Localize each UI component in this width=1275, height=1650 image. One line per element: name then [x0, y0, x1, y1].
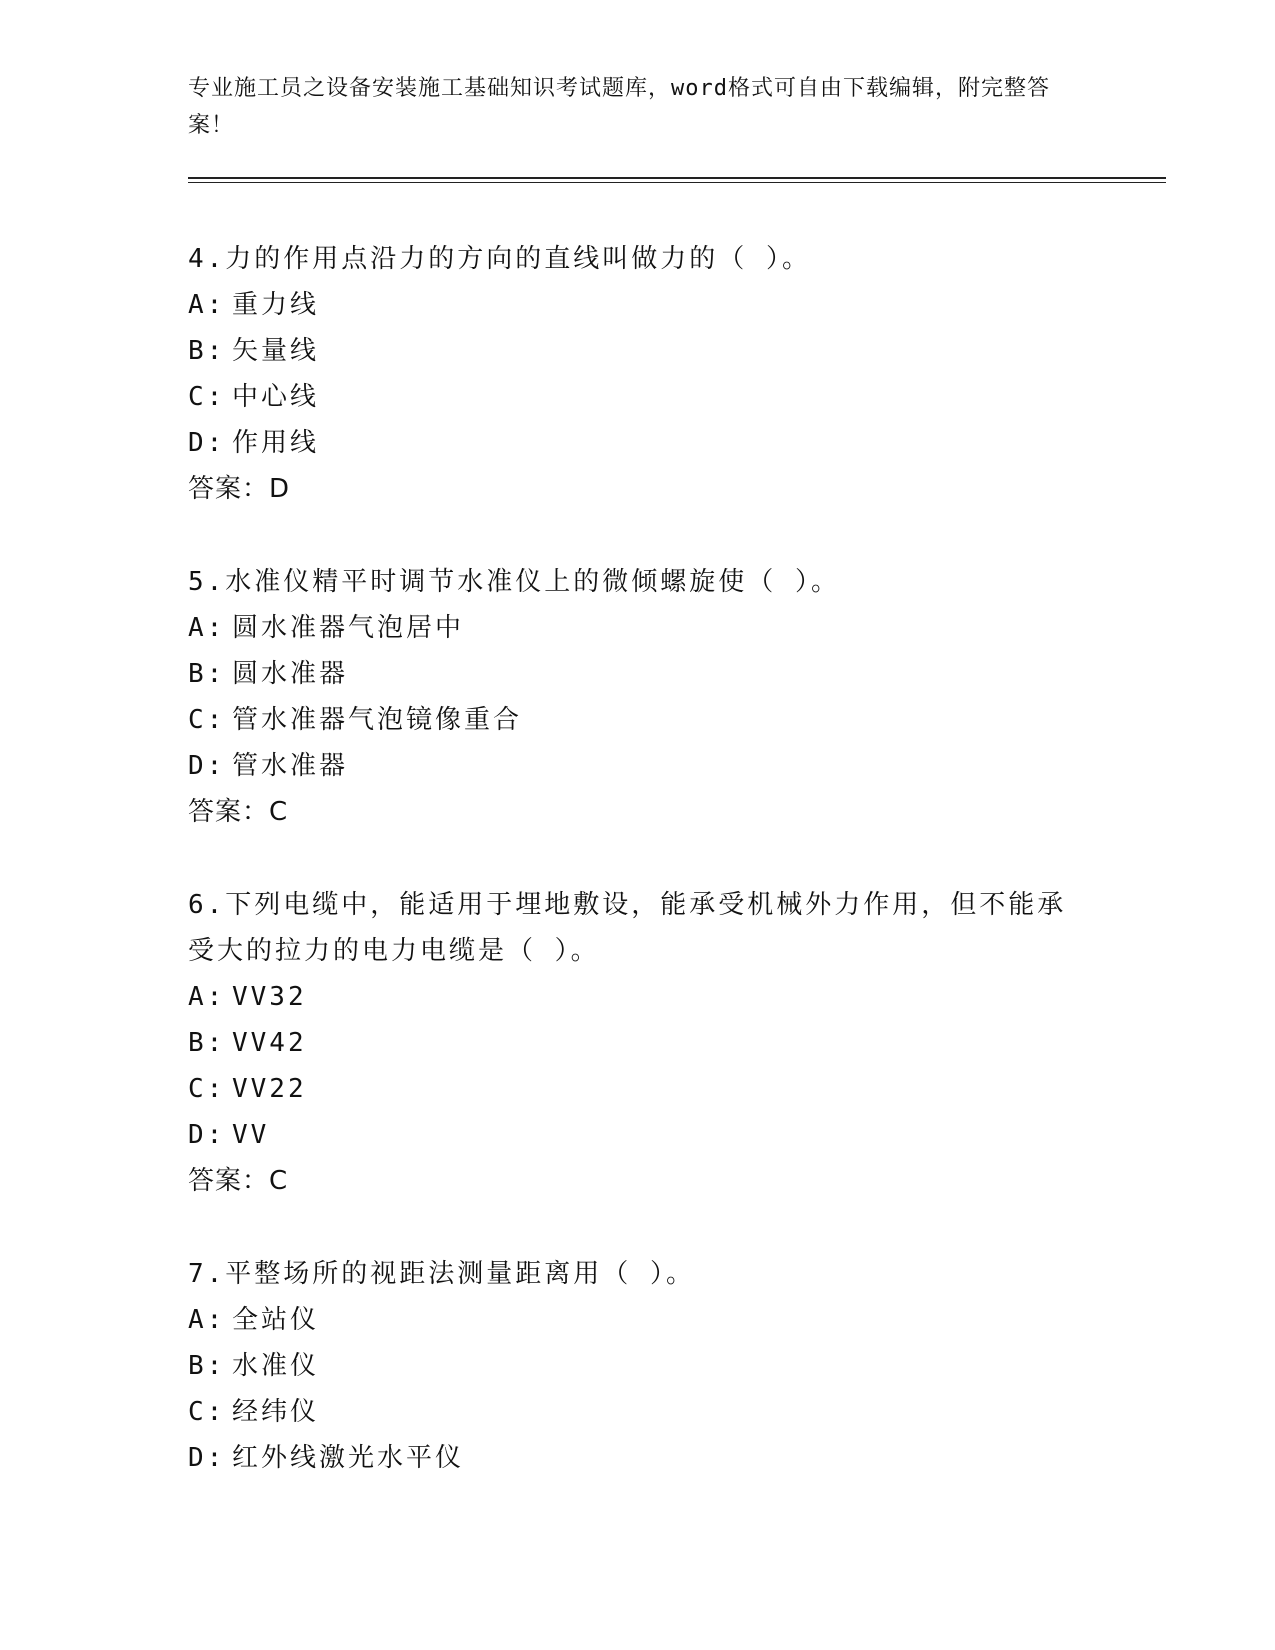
option-b: [188, 1020, 1088, 1066]
option-text: 管水准器: [232, 751, 349, 781]
option-letter: A:: [188, 982, 226, 1012]
option-letter: C:: [188, 1074, 226, 1104]
option-d: [188, 420, 1088, 466]
option-text: 红外线激光水平仪: [232, 1443, 465, 1473]
question-6: [188, 882, 1088, 1204]
option-letter: A:: [188, 1305, 226, 1335]
option-text: 圆水准器: [232, 659, 349, 689]
option-a: [188, 1297, 1088, 1343]
option-b: [188, 328, 1088, 374]
option-letter: D:: [188, 1443, 226, 1473]
option-text: 中心线: [232, 382, 320, 412]
option-b: [188, 651, 1088, 697]
option-text: 作用线: [232, 428, 320, 458]
document-header: 专业施工员之设备安装施工基础知识考试题库，word格式可自由下载编辑，附完整答案！: [188, 76, 1050, 138]
question-4: [188, 236, 1088, 512]
option-d: [188, 743, 1088, 789]
question-stem: 6.下列电缆中，能适用于埋地敷设，能承受机械外力作用，但不能承受大的拉力的电力电缆是（ ）。: [188, 890, 1067, 966]
question-list: [188, 236, 1088, 1528]
question-stem: 7.平整场所的视距法测量距离用（ ）。: [188, 1259, 695, 1289]
option-text: VV42: [232, 1028, 307, 1058]
option-letter: D:: [188, 751, 226, 781]
option-c: [188, 374, 1088, 420]
option-a: [188, 282, 1088, 328]
answer-line: 答案：D: [188, 474, 291, 504]
option-letter: B:: [188, 659, 226, 689]
option-c: [188, 1066, 1088, 1112]
option-text: 矢量线: [232, 336, 320, 366]
option-letter: B:: [188, 1351, 226, 1381]
option-text: VV: [232, 1120, 270, 1150]
option-text: VV32: [232, 982, 307, 1012]
option-letter: D:: [188, 1120, 226, 1150]
option-a: [188, 974, 1088, 1020]
option-letter: B:: [188, 1028, 226, 1058]
option-letter: B:: [188, 336, 226, 366]
option-a: [188, 605, 1088, 651]
header-divider: [188, 177, 1166, 183]
option-letter: C:: [188, 382, 226, 412]
option-d: [188, 1435, 1088, 1481]
option-text: 圆水准器气泡居中: [232, 613, 465, 643]
question-stem: 5.水准仪精平时调节水准仪上的微倾螺旋使（ ）。: [188, 567, 840, 597]
answer-line: 答案：C: [188, 1166, 289, 1196]
option-letter: C:: [188, 1397, 226, 1427]
question-7: [188, 1251, 1088, 1481]
option-c: [188, 697, 1088, 743]
option-text: 管水准器气泡镜像重合: [232, 705, 523, 735]
option-text: 全站仪: [232, 1305, 320, 1335]
question-5: [188, 559, 1088, 835]
option-text: VV22: [232, 1074, 307, 1104]
option-letter: C:: [188, 705, 226, 735]
option-b: [188, 1343, 1088, 1389]
option-letter: A:: [188, 290, 226, 320]
option-letter: D:: [188, 428, 226, 458]
question-stem: 4.力的作用点沿力的方向的直线叫做力的（ ）。: [188, 244, 811, 274]
answer-line: 答案：C: [188, 797, 289, 827]
option-d: [188, 1112, 1088, 1158]
option-text: 水准仪: [232, 1351, 320, 1381]
option-text: 经纬仪: [232, 1397, 320, 1427]
option-letter: A:: [188, 613, 226, 643]
option-text: 重力线: [232, 290, 320, 320]
option-c: [188, 1389, 1088, 1435]
